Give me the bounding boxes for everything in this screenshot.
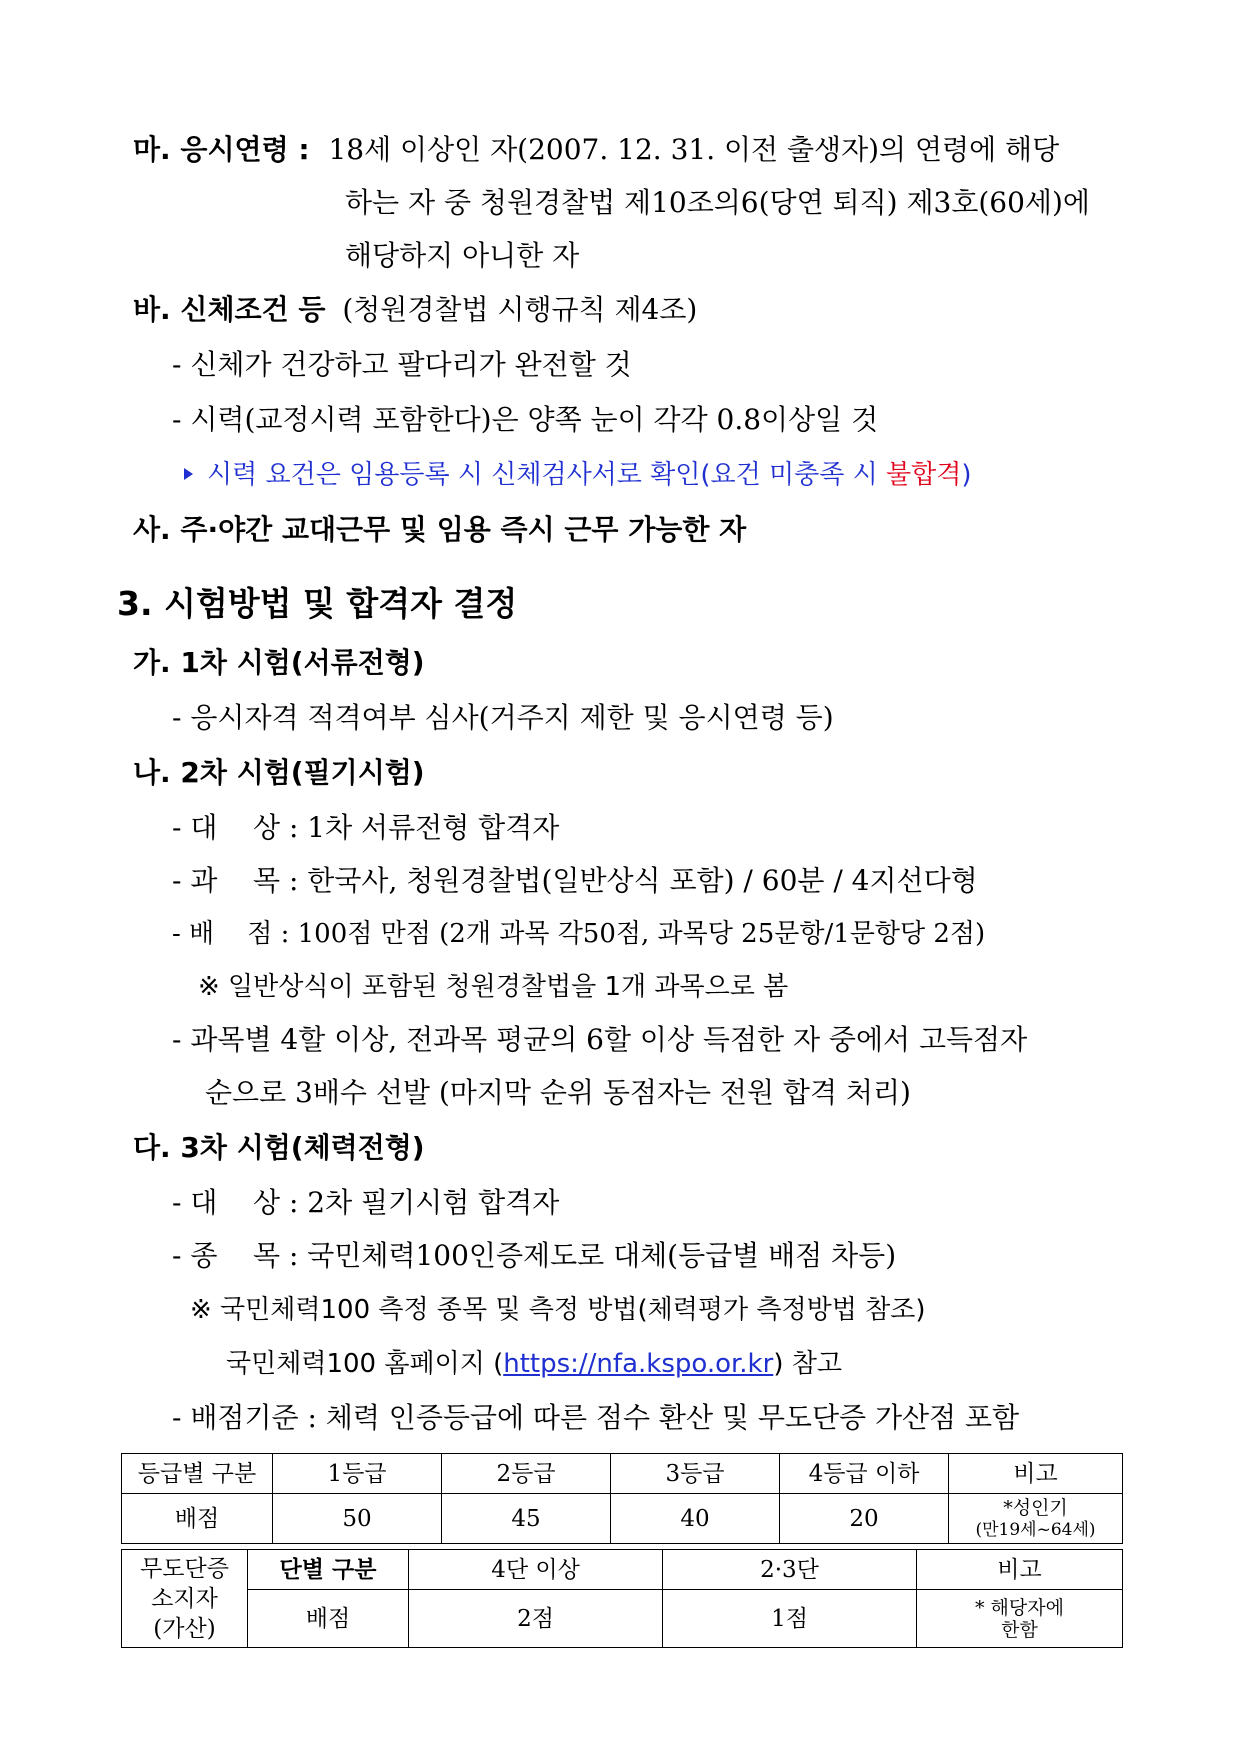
table1-value-cell: 45	[442, 1494, 611, 1544]
table2-header-cell: 비고	[917, 1550, 1123, 1590]
exam3-target: - 대 상 : 2차 필기시험 합격자	[172, 1186, 560, 1219]
table1-header-row	[122, 1454, 1123, 1494]
vision-note-red: 불합격	[886, 460, 962, 490]
nfa-homepage-link[interactable]: https://nfa.kspo.or.kr	[503, 1349, 774, 1379]
section-3-heading: 3. 시험방법 및 합격자 결정	[117, 584, 518, 623]
table1-header-cell: 1등급	[273, 1454, 442, 1494]
table2-header-cell: 4단 이상	[409, 1550, 663, 1590]
exam2-rule-1: - 과목별 4할 이상, 전과목 평균의 6할 이상 득점한 자 중에서 고득점자	[172, 1023, 1028, 1056]
table2-header-cell: 2·3단	[663, 1550, 917, 1590]
triangle-bullet-icon	[184, 468, 193, 480]
exam2-rule-2: 순으로 3배수 선발 (마지막 순위 동점자는 전원 합격 처리)	[205, 1076, 911, 1109]
table2-side-label	[122, 1550, 248, 1648]
table2-side-line-1: 무도단증	[140, 1555, 229, 1582]
exam3-note-2	[226, 1344, 842, 1384]
exam2-note: ※ 일반상식이 포함된 청원경찰법을 1개 과목으로 봄	[198, 972, 789, 1002]
vision-note	[184, 455, 972, 495]
table2-note-line-2: 한함	[1001, 1618, 1038, 1641]
age-label: 마. 응시연령 :	[133, 133, 310, 166]
table2-side-line-3: (가산)	[153, 1615, 216, 1642]
table2-note-line-1: * 해당자에	[975, 1596, 1064, 1619]
shift-work-label: 사. 주·야간 교대근무 및 임용 즉시 근무 가능한 자	[133, 513, 747, 546]
body-condition-label: 바. 신체조건 등	[133, 293, 326, 326]
table2-row-label: 배점	[248, 1590, 409, 1648]
table1-value-cell: 40	[611, 1494, 780, 1544]
table1-row-label: 배점	[122, 1494, 273, 1544]
fitness-grade-table	[121, 1453, 1123, 1544]
table1-value-cell: 20	[780, 1494, 949, 1544]
exam1-item-1: - 응시자격 적격여부 심사(거주지 제한 및 응시연령 등)	[172, 701, 834, 734]
vision-note-end: )	[961, 460, 972, 490]
age-text-1: 18세 이상인 자(2007. 12. 31. 이전 출생자)의 연령에 해당	[328, 133, 1060, 166]
exam2-score: - 배 점 : 100점 만점 (2개 과목 각50점, 과목당 25문항/1문항당 2점)	[172, 919, 986, 949]
exam2-subject: - 과 목 : 한국사, 청원경찰법(일반상식 포함) / 60분 / 4지선다형	[172, 864, 978, 897]
exam3-note-2-post: ) 참고	[773, 1349, 842, 1379]
table2-note-cell	[917, 1590, 1123, 1648]
table1-header-cell: 4등급 이하	[780, 1454, 949, 1494]
vision-note-blue: 시력 요건은 임용등록 시 신체검사서로 확인(요건 미충족 시	[207, 460, 887, 490]
body-condition-row	[133, 290, 697, 330]
table1-note-line-2: (만19세~64세)	[975, 1519, 1096, 1540]
table2-value-cell: 1점	[663, 1590, 917, 1648]
table1-note-line-1: *성인기	[1003, 1496, 1068, 1519]
body-condition-item-1: - 신체가 건강하고 팔다리가 완전할 것	[172, 348, 632, 381]
table2-header-cell: 단별 구분	[248, 1550, 409, 1590]
table2-header-row	[122, 1550, 1123, 1590]
exam3-note-1: ※ 국민체력100 측정 종목 및 측정 방법(체력평가 측정방법 참조)	[190, 1295, 926, 1325]
table1-header-cell: 3등급	[611, 1454, 780, 1494]
body-condition-paren: (청원경찰법 시행규칙 제4조)	[342, 293, 698, 326]
table2-score-row	[122, 1590, 1123, 1648]
exam3-title: 다. 3차 시험(체력전형)	[133, 1131, 425, 1164]
table1-header-cell: 등급별 구분	[122, 1454, 273, 1494]
table1-header-cell: 비고	[949, 1454, 1123, 1494]
table1-header-cell: 2등급	[442, 1454, 611, 1494]
table1-score-row	[122, 1494, 1123, 1544]
exam2-title: 나. 2차 시험(필기시험)	[133, 756, 425, 789]
exam2-target: - 대 상 : 1차 서류전형 합격자	[172, 811, 560, 844]
table1-value-cell: 50	[273, 1494, 442, 1544]
exam3-note-2-pre: 국민체력100 홈페이지 (	[226, 1349, 504, 1379]
age-text-3: 해당하지 아니한 자	[345, 239, 580, 272]
exam1-title: 가. 1차 시험(서류전형)	[133, 646, 425, 679]
exam3-event: - 종 목 : 국민체력100인증제도로 대체(등급별 배점 차등)	[172, 1239, 897, 1272]
age-text-2: 하는 자 중 청원경찰법 제10조의6(당연 퇴직) 제3호(60세)에	[345, 186, 1090, 219]
table2-value-cell: 2점	[409, 1590, 663, 1648]
martial-arts-bonus-table	[121, 1549, 1123, 1648]
exam3-criteria: - 배점기준 : 체력 인증등급에 따른 점수 환산 및 무도단증 가산점 포함	[172, 1401, 1020, 1434]
age-row-1	[133, 130, 1059, 170]
table1-note-cell	[949, 1494, 1123, 1544]
body-condition-item-2: - 시력(교정시력 포함한다)은 양쪽 눈이 각각 0.8이상일 것	[172, 403, 879, 436]
table2-side-line-2: 소지자	[151, 1585, 218, 1612]
